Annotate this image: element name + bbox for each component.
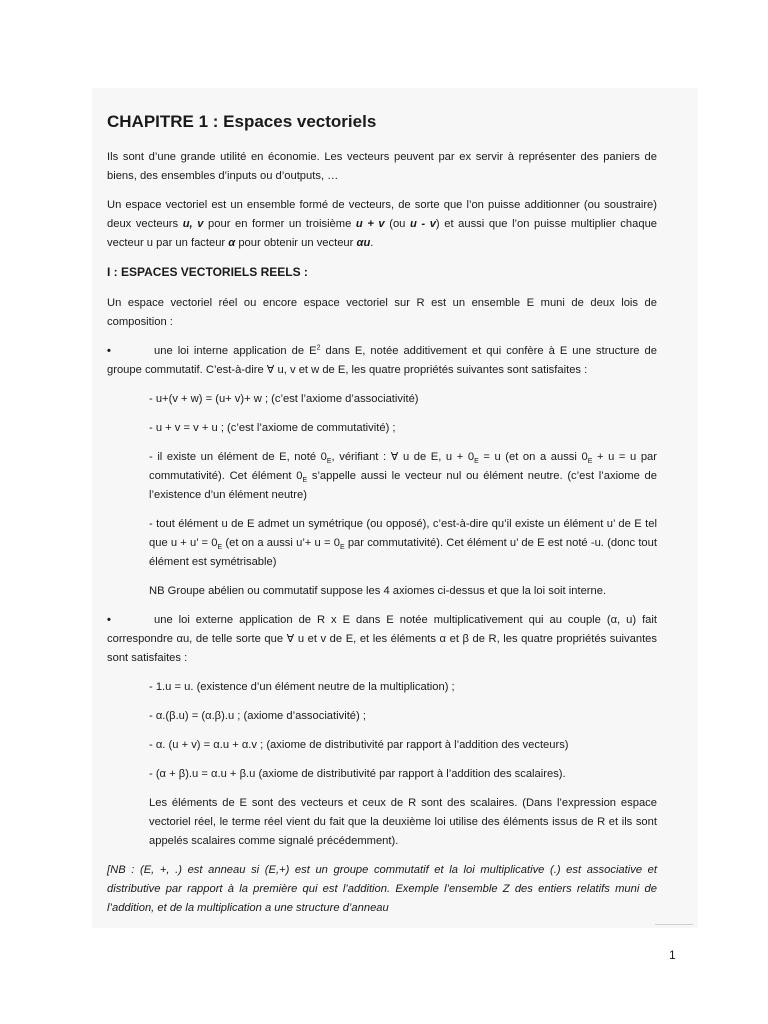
- intro-text: Un espace vectoriel est un ensemble formé de vecteurs, de sorte que l’on puisse additionner (ou soustraire) deux vecteurs: [107, 199, 657, 230]
- section-heading: I : ESPACES VECTORIELS REELS :: [107, 265, 308, 279]
- superscript: 2: [316, 344, 321, 352]
- internal-law-item: [107, 342, 657, 380]
- page-number: 1: [669, 948, 676, 962]
- text: (et on a aussi u’+ u = 0: [222, 537, 340, 549]
- document-body: [107, 110, 657, 928]
- intro-text: .: [370, 237, 374, 249]
- subscript: E: [217, 544, 223, 552]
- external-law-item: [107, 611, 657, 668]
- chapter-title: CHAPITRE 1 : Espaces vectoriels: [107, 112, 377, 131]
- eproperty-associativity: - α.(β.u) = (α.β).u ; (axiome d’associativité) ;: [149, 710, 366, 722]
- nb-ring-note: [NB : (E, +, .) est anneau si (E,+) est un groupe commutatif et la loi multiplicative (.) est associative et distributive par rapport à la première qui est l’addition. Exemple l’ensemble Z des entiers relatifs muni de l’addition, et de la multiplication a une structure d’anneau: [107, 864, 657, 914]
- intro-paragraph-1: Ils sont d’une grande utilité en économie. Les vecteurs peuvent par ex servir à représenter des paniers de biens, des ensembles d’inputs ou d’outputs, …: [107, 151, 657, 182]
- sum-vector: u + v: [355, 218, 385, 230]
- eproperty-distributivity-scalars: - (α + β).u = α.u + β.u (axiome de distributivité par rapport à l’addition des scalaires).: [149, 768, 566, 780]
- vectors-uv: u, v: [182, 218, 204, 230]
- intro-paragraph-2: [107, 196, 657, 253]
- property-symmetric: [149, 515, 657, 572]
- intro-text: (ou: [384, 218, 410, 230]
- alpha-factor: α: [228, 237, 236, 249]
- text: par commutativité). Cet élément u’ de E est noté -u. (donc tout élément est symétrisable): [149, 537, 657, 568]
- subscript: E: [302, 477, 308, 485]
- nb-abelian-group: NB Groupe abélien ou commutatif suppose les 4 axiomes ci-dessus et que la loi soit interne.: [149, 585, 607, 597]
- property-commutativity: - u + v = v + u ; (c’est l’axiome de commutativité) ;: [149, 422, 396, 434]
- footer-divider: [655, 924, 693, 925]
- intro-text: pour obtenir un vecteur: [235, 237, 357, 249]
- eproperty-neutral: - 1.u = u. (existence d’un élément neutre de la multiplication) ;: [149, 681, 455, 693]
- internal-law-text: une loi interne application de E: [154, 345, 317, 357]
- elements-note: Les éléments de E sont des vecteurs et ceux de R sont des scalaires. (Dans l’expression espace vectoriel réel, le terme réel vient du fait que la deuxième loi utilise des éléments issus de R et ils sont appelés scalaires comme signalé précédemment).: [149, 797, 657, 847]
- difference-vector: u - v: [409, 218, 436, 230]
- external-law-text: une loi externe application de R x E dans E notée multiplicativement qui au couple (α, u) fait correspondre αu, de telle sorte que ∀ u et v de E, et les éléments α et β de R, les quatre propriétés suivantes sont satisfaites :: [107, 614, 657, 664]
- text: s’appelle aussi le vecteur nul ou élément neutre. (c’est l’axiome de l’existence d’un élément neutre): [149, 470, 657, 501]
- scaled-vector: αu: [356, 237, 371, 249]
- section-intro: Un espace vectoriel réel ou encore espace vectoriel sur R est un ensemble E muni de deux lois de composition :: [107, 297, 657, 328]
- text: - il existe un élément de E, noté 0: [149, 451, 327, 463]
- text: - tout élément u de E admet un symétrique (ou opposé), c’est-à-dire qu’il existe un élément u’ de E tel que u + u’ = 0: [149, 518, 657, 549]
- property-associativity: - u+(v + w) = (u+ v)+ w ; (c’est l’axiome d’associativité): [149, 393, 419, 405]
- internal-law-text: dans E, notée additivement et qui confère à E une structure de groupe commutatif. C’est-à-dire ∀ u, v et w de E, les quatre propriétés suivantes sont satisfaites :: [107, 345, 657, 376]
- bullet-icon: •: [107, 345, 111, 357]
- subscript: E: [326, 458, 332, 466]
- text: = u (et on a aussi 0: [478, 451, 588, 463]
- subscript: E: [339, 544, 345, 552]
- intro-text: pour en former un troisième: [203, 218, 356, 230]
- subscript: E: [587, 458, 593, 466]
- property-neutral-element: [149, 448, 657, 505]
- text: + u = u par commutativité). Cet élément 0: [149, 451, 657, 482]
- external-law-properties: [149, 678, 657, 851]
- intro-text: ) et aussi que l’on puisse multiplier chaque vecteur u par un facteur: [107, 218, 658, 249]
- eproperty-distributivity-vectors: - α. (u + v) = α.u + α.v ; (axiome de distributivité par rapport à l’addition des vecteurs): [149, 739, 569, 751]
- bullet-icon: •: [107, 614, 111, 626]
- subscript: E: [474, 458, 479, 466]
- internal-law-properties: [149, 390, 657, 601]
- text: , vérifiant : ∀ u de E, u + 0: [331, 451, 475, 463]
